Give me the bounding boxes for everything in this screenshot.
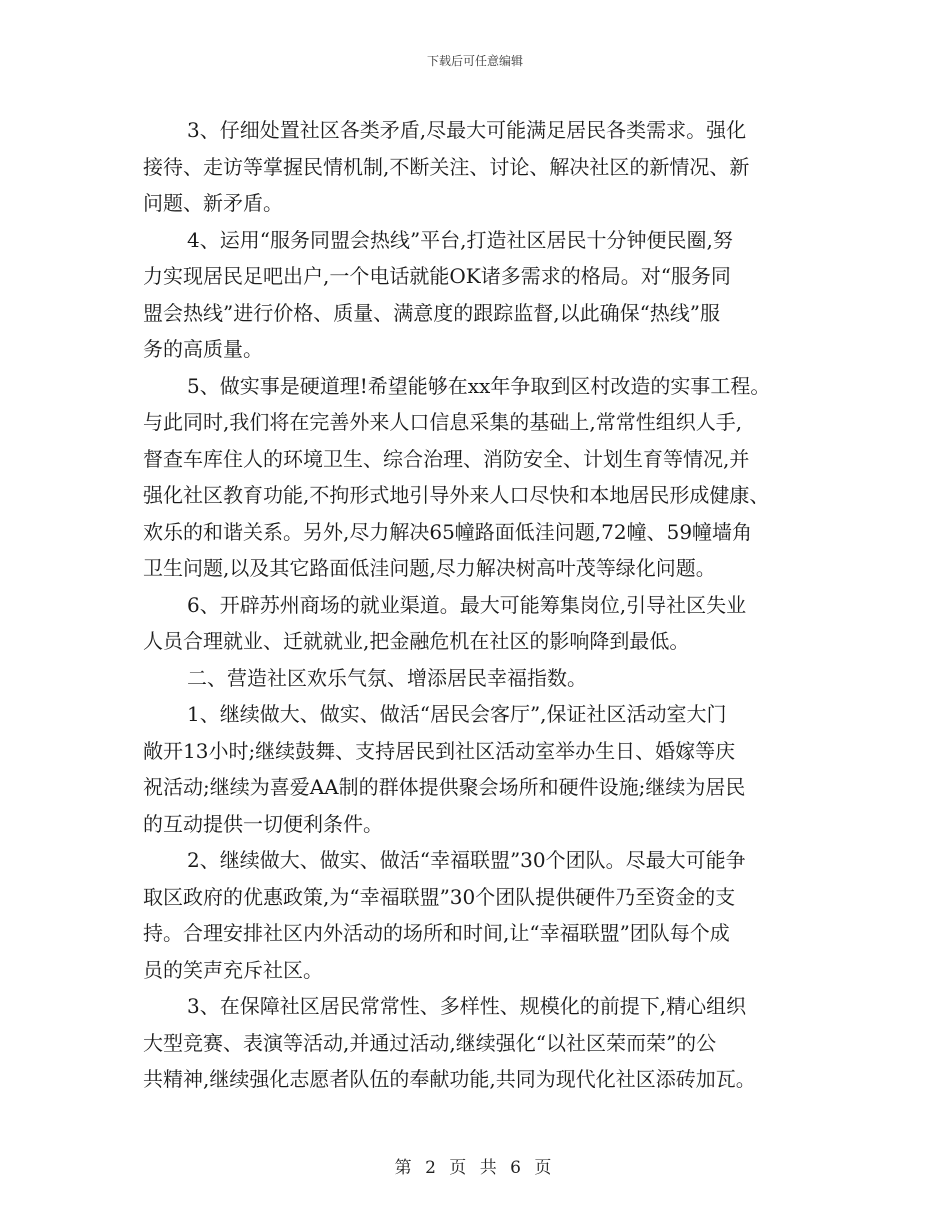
text-line: 督查车库住人的环境卫生、综合治理、消防安全、计划生育等情况,并 <box>143 446 750 471</box>
text-line: 共精神,继续强化志愿者队伍的奉献功能,共同为现代化社区添砖加瓦。 <box>143 1067 756 1091</box>
paragraph-item-3 <box>143 112 815 222</box>
text-line: 祝活动;继续为喜爱AA制的群体提供聚会场所和硬件设施;继续为居民 <box>143 775 746 799</box>
text-line: 卫生问题,以及其它路面低洼问题,尽力解决树高叶茂等绿化问题。 <box>143 556 716 580</box>
text-line: 持。合理安排社区内外活动的场所和时间,让“幸福联盟”团队每个成 <box>143 921 730 945</box>
text-line: 接待、走访等掌握民情机制,不断关注、讨论、解决社区的新情况、新 <box>143 154 750 179</box>
section-heading-2 <box>143 660 815 697</box>
paragraph-sub-1 <box>143 696 815 842</box>
text-line: 4、运用“服务同盟会热线”平台,打造社区居民十分钟便民圈,努 <box>187 227 733 252</box>
text-line: 2、继续做大、做实、做活“幸福联盟”30个团队。尽最大可能争 <box>187 848 746 872</box>
paragraph-item-6 <box>143 587 815 660</box>
paragraph-item-5 <box>143 368 815 587</box>
text-line: 二、营造社区欢乐气氛、增添居民幸福指数。 <box>187 665 587 690</box>
document-body <box>143 112 815 1098</box>
text-line: 的互动提供一切便利条件。 <box>143 811 383 836</box>
text-line: 问题、新矛盾。 <box>143 191 283 215</box>
text-line: 人员合理就业、迁就就业,把金融危机在社区的影响降到最低。 <box>143 629 690 653</box>
text-line: 6、开辟苏州商场的就业渠道。最大可能筹集岗位,引导社区失业 <box>187 592 747 617</box>
text-line: 大型竞赛、表演等活动,并通过活动,继续强化“以社区荣而荣”的公 <box>143 1030 717 1055</box>
text-line: 敞开13小时;继续鼓舞、支持居民到社区活动室举办生日、婚嫁等庆 <box>143 738 736 763</box>
text-line: 1、继续做大、做实、做活“居民会客厅”,保证社区活动室大门 <box>187 702 727 726</box>
text-line: 欢乐的和谐关系。另外,尽力解决65幢路面低洼问题,72幢、59幢墙角 <box>143 519 753 544</box>
text-line: 盟会热线”进行价格、质量、满意度的跟踪监督,以此确保“热线”服 <box>143 300 721 325</box>
text-line: 力实现居民足吧出户,一个电话就能OK诸多需求的格局。对“服务同 <box>143 264 731 288</box>
paragraph-item-4 <box>143 222 815 368</box>
text-line: 5、做实事是硬道理!希望能够在xx年争取到区村改造的实事工程。 <box>187 373 771 398</box>
text-line: 取区政府的优惠政策,为“幸福联盟”30个团队提供硬件乃至资金的支 <box>143 884 736 909</box>
text-line: 务的高质量。 <box>143 337 263 361</box>
text-line: 强化社区教育功能,不拘形式地引导外来人口尽快和本地居民形成健康、 <box>143 483 770 507</box>
text-line: 员的笑声充斥社区。 <box>143 957 323 982</box>
page-footer: 第 2 页 共 6 页 <box>394 1158 556 1178</box>
paragraph-sub-3 <box>143 988 815 1098</box>
paragraph-sub-2 <box>143 842 815 988</box>
page-header: 下载后可任意编辑 <box>426 54 523 68</box>
text-line: 与此同时,我们将在完善外来人口信息采集的基础上,常常性组织人手, <box>143 410 743 434</box>
text-line: 3、仔细处置社区各类矛盾,尽最大可能满足居民各类需求。强化 <box>187 118 747 142</box>
text-line: 3、在保障社区居民常常性、多样性、规模化的前提下,精心组织 <box>187 994 747 1018</box>
